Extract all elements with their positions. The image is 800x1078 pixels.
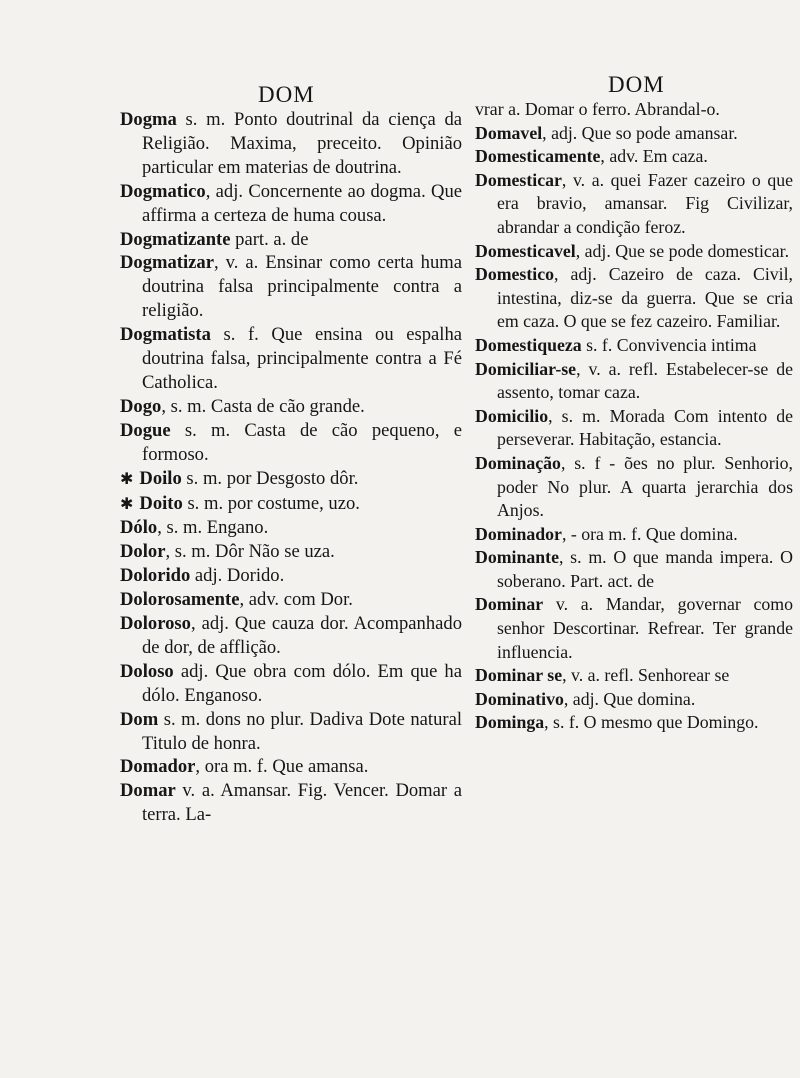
dictionary-entry: Domar v. a. Amansar. Fig. Vencer. Domar a terra. La- — [120, 780, 462, 826]
dictionary-entry: Dolorido adj. Dorido. — [120, 565, 285, 587]
dictionary-entry: Dogmatista s. f. Que ensina ou espalha doutrina falsa, principalmente contra a Fé Catholica. — [120, 324, 462, 393]
dictionary-entry: Dominar se, v. a. refl. Senhorear se — [475, 665, 730, 686]
dictionary-entry: Dogo, s. m. Casta de cão grande. — [120, 395, 365, 417]
dictionary-entry: Domesticar, v. a. quei Fazer cazeiro o que era bravio, amansar. Fig Civilizar, abrandar a condição feroz. — [475, 169, 793, 237]
dictionary-entry: Dominar v. a. Mandar, governar como senhor Descortinar. Refrear. Ter grande influencia. — [475, 594, 793, 662]
asterisk-icon: ✱ — [120, 470, 134, 488]
right-running-header: DOM — [608, 72, 665, 97]
left-column — [120, 108, 462, 827]
left-running-header: DOM — [258, 82, 315, 107]
asterisk-icon: ✱ — [120, 495, 134, 513]
dictionary-entry: Dominga, s. f. O mesmo que Domingo. — [475, 712, 759, 733]
dictionary-entry: Dogue s. m. Casta de cão pequeno, e formoso. — [120, 419, 462, 465]
dictionary-entry: Doloroso, adj. Que cauza dor. Acompanhado de dor, de afflição. — [120, 613, 462, 658]
dictionary-entry: ✱ Doilo s. m. por Desgosto dôr. — [120, 467, 359, 489]
dictionary-entry: Dominante, s. m. O que manda impera. O soberano. Part. act. de — [475, 547, 793, 591]
dictionary-entry: Domesticamente, adv. Em caza. — [475, 146, 708, 167]
dictionary-entry: Domesticavel, adj. Que se pode domesticar. — [475, 240, 790, 261]
dictionary-entry: Dogmatizar, v. a. Ensinar como certa huma doutrina falsa principalmente contra a religião. — [120, 252, 462, 322]
dictionary-entry: Dolor, s. m. Dôr Não se uza. — [120, 541, 335, 563]
dictionary-entry: Dominativo, adj. Que domina. — [475, 688, 696, 709]
dictionary-entry: Dogmatizante part. a. de — [120, 228, 309, 250]
dictionary-entry: Domestico, adj. Cazeiro de caza. Civil, intestina, diz-se da guerra. Que se cria em caza. O que se fez cazeiro. Familiar. — [475, 264, 793, 332]
dictionary-entry: vrar a. Domar o ferro. Abrandal-o. — [475, 99, 720, 119]
dictionary-entry: Dominação, s. f - ões no plur. Senhorio, poder No plur. A quarta jerarchia dos Anjos. — [475, 452, 793, 521]
dictionary-entry: Dom s. m. dons no plur. Dadiva Dote natural Titulo de honra. — [120, 708, 462, 754]
dictionary-entry: Dominador, - ora m. f. Que domina. — [475, 523, 738, 544]
dictionary-entry: ✱ Doito s. m. por costume, uzo. — [120, 492, 360, 514]
dictionary-entry: Domador, ora m. f. Que amansa. — [120, 756, 369, 778]
right-column — [475, 98, 793, 735]
dictionary-entry: Doloso adj. Que obra com dólo. Em que ha dólo. Enganoso. — [120, 660, 462, 706]
dictionary-entry: Dogma s. m. Ponto doutrinal da ciença da Religião. Maxima, preceito. Opinião particular em materias de doutrina. — [120, 109, 462, 178]
dictionary-entry: Domavel, adj. Que so pode amansar. — [475, 122, 738, 143]
dictionary-entry: Dolorosamente, adv. com Dor. — [120, 589, 353, 611]
dictionary-entry: Domiciliar-se, v. a. refl. Estabelecer-se de assento, tomar caza. — [475, 358, 793, 403]
dictionary-entry: Dogmatico, adj. Concernente ao dogma. Que affirma a certeza de huma cousa. — [120, 180, 462, 226]
dictionary-entry: Domestiqueza s. f. Convivencia intima — [475, 334, 757, 355]
dictionary-entry: Domicilio, s. m. Morada Com intento de perseverar. Habitação, estancia. — [475, 405, 793, 450]
dictionary-entry: Dólo, s. m. Engano. — [120, 517, 269, 539]
